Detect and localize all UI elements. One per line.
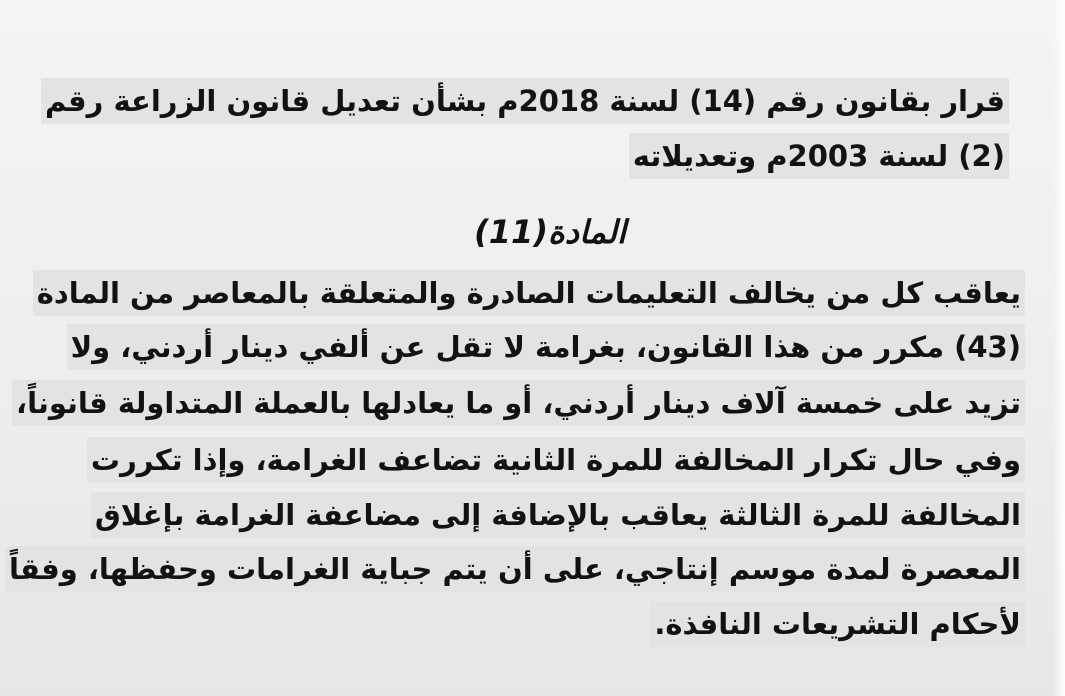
body-line-3: تزيد على خمسة آلاف دينار أردني، أو ما يعادلها بالعملة المتداولة قانوناً، xyxy=(12,380,1025,426)
article-heading: المادة(11) xyxy=(474,213,626,251)
paper-edge xyxy=(1053,0,1065,696)
body-line-6: المعصرة لمدة موسم إنتاجي، على أن يتم جباية الغرامات وحفظها، وفقاً xyxy=(5,546,1025,592)
body-line-4: وفي حال تكرار المخالفة للمرة الثانية تضاعف الغرامة، وإذا تكررت xyxy=(87,437,1025,483)
body-line-1: يعاقب كل من يخالف التعليمات الصادرة والمتعلقة بالمعاصر من المادة xyxy=(33,270,1025,316)
body-line-5: المخالفة للمرة الثالثة يعاقب بالإضافة إلى مضاعفة الغرامة بإغلاق xyxy=(91,492,1025,538)
title-line-2: (2) لسنة 2003م وتعديلاته xyxy=(629,133,1009,179)
body-line-7: لأحكام التشريعات النافذة. xyxy=(650,601,1025,647)
title-line-1: قرار بقانون رقم (14) لسنة 2018م بشأن تعديل قانون الزراعة رقم xyxy=(41,78,1009,124)
body-line-2: (43) مكرر من هذا القانون، بغرامة لا تقل عن ألفي دينار أردني، ولا xyxy=(67,324,1025,370)
